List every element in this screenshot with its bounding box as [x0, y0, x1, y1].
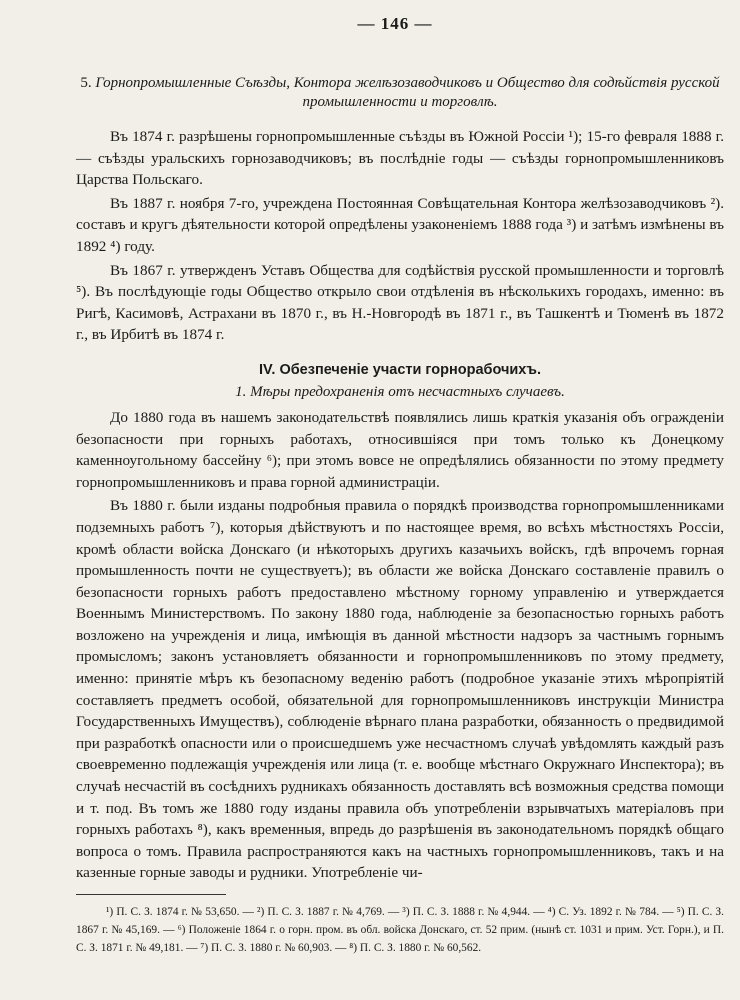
paragraph: Въ 1887 г. ноября 7-го, учреждена Постоянная Совѣщательная Контора желѣзозаводчиковъ ²). составъ и кругъ дѣятельности которой опредѣлены узаконеніемъ 1888 года ³) и затѣмъ измѣнены въ 1892 ⁴) году.	[76, 194, 724, 255]
sub-heading: 1. Мѣры предохраненія отъ несчастныхъ случаевъ.	[235, 383, 565, 400]
paragraph: Въ 1867 г. утвержденъ Уставъ Общества для содѣйствія русской промышленности и торговлѣ ⁵). Въ послѣдующіе годы Общество открыло свои отдѣленія въ нѣсколькихъ городахъ, именно: въ Ригѣ, Касимовѣ, Астрахани въ 1870 г., въ Н.-Новгородѣ въ 1871 г., въ Ташкентѣ и Тюменѣ въ 1872 г., въ Ирбитѣ въ 1874 г.	[76, 261, 724, 344]
page-number: — 146 —	[357, 14, 433, 33]
paragraph: Въ 1880 г. были изданы подробныя правила о порядкѣ производства горнопромышленниками подземныхъ работъ ⁷), которыя дѣйствуютъ и по настоящее время, во всѣхъ мѣстностяхъ Россіи, кромѣ области войска Донскаго (и нѣкоторыхъ другихъ казачьихъ войскъ, гдѣ впрочемъ горная промышленность почти не существуетъ); въ области же войска Донскаго составленіе правилъ о безопасности горныхъ работъ предоставлено мѣстному горному управленію и утверждается Военнымъ Министерствомъ. По закону 1880 года, наблюденіе за безопасностью горныхъ работъ возложено на учрежденія и лица, имѣющія въ данной мѣстности надзоръ за частнымъ горнымъ промысломъ; законъ установляетъ обязанности и горнопромышленниковъ по этому предмету, именно: принятіе мѣръ къ безопасному веденію работъ (подробное указаніе этихъ мѣропріятій составляетъ предметъ особой, обязательной для горнопромышленниковъ инструкціи Министра Государственныхъ Имуществъ), соблюденіе вѣрнаго плана разработки, обязанность о предвидимой при разработкѣ опасности или о происшедшемъ уже несчастномъ случаѣ увѣдомлять каждый разъ своевременно подлежащія учрежденія или лица (т. е. вообще мѣстнаго Окружнаго Инспектора); въ случаѣ несчастій въ сосѣднихъ рудникахъ обязанность доставлять всѣ возможныя средства помощи и т. под. Въ томъ же 1880 году изданы правила объ употребленіи взрывчатыхъ матеріаловъ при горныхъ работахъ ⁸), какъ временныя, впредь до разрѣшенія въ законодательномъ порядкѣ общаго вопроса о томъ. Правила распространяются какъ на частныхъ горнопромышленниковъ, такъ и на казенные горные заводы и рудники. Употребленіе чи-	[76, 497, 724, 882]
paragraph: До 1880 года въ нашемъ законодательствѣ появлялись лишь краткія указанія объ огражденіи безопасности при горныхъ работахъ, относившіяся при томъ только къ Донецкому каменноугольному бассейну ⁶); при этомъ вовсе не опредѣлялись обязанности по этому предмету горнопромышленниковъ и права горной администраціи.	[76, 408, 724, 491]
paragraph: Въ 1874 г. разрѣшены горнопромышленные съѣзды въ Южной Россіи ¹); 15-го февраля 1888 г. — съѣзды уральскихъ горнозаводчиковъ; въ послѣдніе годы — съѣзды горнопромышленниковъ Царства Польскаго.	[76, 128, 724, 189]
footnote-divider	[76, 894, 226, 895]
footnotes: ¹) П. С. З. 1874 г. № 53,650. — ²) П. С. З. 1887 г. № 4,769. — ³) П. С. З. 1888 г. № 4,944. — ⁴) С. Уз. 1892 г. № 784. — ⁵) П. С. З. 1867 г. № 45,169. — ⁶) Положеніе 1864 г. о горн. пром. въ обл. войска Донскаго, ст. 52 прим. (нынѣ ст. 1031 и прим. Уст. Горн.), и П. С. З. 1871 г. № 49,181. — ⁷) П. С. З. 1880 г. № 60,903. — ⁸) П. С. З. 1880 г. № 60,562.	[76, 906, 724, 954]
document-page	[76, 14, 724, 957]
section-heading	[76, 74, 724, 112]
section-number: 5.	[80, 75, 92, 91]
part-heading: IV. Обезпеченіе участи горнорабочихъ.	[259, 361, 541, 378]
section-title: Горнопромышленные Съѣзды, Контора желѣзозаводчиковъ и Общество для содѣйствія русской промышленности и торговлѣ.	[95, 75, 720, 110]
